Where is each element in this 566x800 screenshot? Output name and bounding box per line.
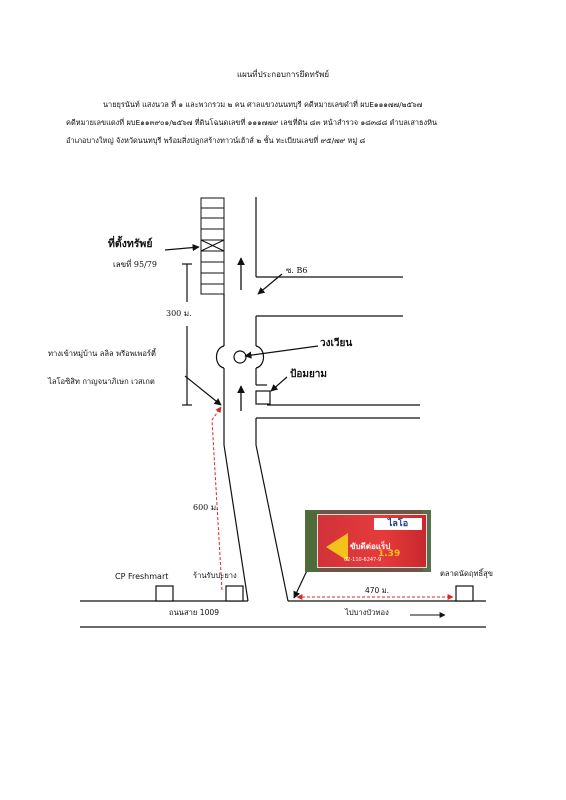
header-line-3: อำเภอบางใหญ่ จังหวัดนนทบุรี พร้อมสิ่งปลูกสร้างทาวน์เฮ้าส์ ๒ ชั้น ทะเบียนเลขที่ ๙๕/๗๙ หมู่ ๘ <box>66 136 366 145</box>
billboard-board <box>317 514 427 568</box>
header-line-1: นายยุรนันท์ แสงนวล ที่ ๑ และพวกรวม ๒ คน ศาลแขวงนนทบุรี คดีหมายเลขดำที่ ผบE๑๑๑๗๗/๒๕๖๗ <box>103 100 423 109</box>
property-number: เลขที่ 95/79 <box>113 260 157 269</box>
property-marker-icon <box>201 240 224 251</box>
soi-b6-label: ซ. B6 <box>286 266 308 275</box>
roundabout-pointer-arrow <box>245 346 318 356</box>
distance-600-label: 600 ม. <box>193 503 219 512</box>
route-600-dashed <box>212 407 222 590</box>
billboard-phone: 02-110-6247-9 <box>344 557 382 563</box>
billboard-logo: ไลโอ <box>374 518 422 530</box>
guard-branch <box>256 385 420 418</box>
roundabout <box>217 346 264 368</box>
distance-300-label: 300 ม. <box>166 309 192 318</box>
property-pointer-arrow <box>165 247 199 250</box>
market-building <box>456 586 473 601</box>
property-label: ที่ตั้งทรัพย์ <box>108 238 153 250</box>
distance-300-dimension <box>182 264 192 405</box>
billboard-photo <box>305 510 431 572</box>
market-label: ตลาดนัดฤทธิ์สุข <box>440 569 493 578</box>
distance-470-label: 470 ม. <box>365 586 390 595</box>
header-line-2: คดีหมายเลขแดงที่ ผบE๑๑๓๙๐๑/๒๕๖๗ ที่ดินโฉนดเลขที่ ๑๑๑๗๗๙ เลขที่ดิน ๘๓ หน้าสำรวจ ๑๘๓๘๘ ตำบลเสาธงหิน <box>66 118 438 127</box>
main-road <box>80 601 486 627</box>
tire-shop-building <box>226 586 243 601</box>
guard-pointer-arrow <box>271 377 287 391</box>
document-title: แผนที่ประกอบการยึดทรัพย์ <box>236 70 330 79</box>
tire-shop-label: ร้านรับปะยาง <box>193 571 237 580</box>
cp-freshmart-label: CP Freshmart <box>115 572 169 581</box>
soi-b6-branch <box>256 277 403 316</box>
entrance-pointer-arrow <box>185 376 221 405</box>
cp-freshmart-building <box>156 586 173 601</box>
billboard-text: ขับดีต่อแร็ป <box>350 542 391 551</box>
village-entrance-line-2: ไลโอซิสิท กาญจนาภิเษก เวสเกต <box>48 377 155 386</box>
road-label: ถนนสาย 1009 <box>169 608 220 617</box>
direction-label: ไปบางบัวทอง <box>345 608 389 617</box>
billboard-price: 1.39 <box>378 549 401 559</box>
roundabout-label: วงเวียน <box>320 338 353 349</box>
village-entrance-line-1: ทางเข้าหมู่บ้าน ลลิล พรีอพเพอร์ตี้ <box>48 349 156 358</box>
guard-booth-icon <box>256 391 270 404</box>
guard-booth-label: ป้อมยาม <box>290 369 328 380</box>
